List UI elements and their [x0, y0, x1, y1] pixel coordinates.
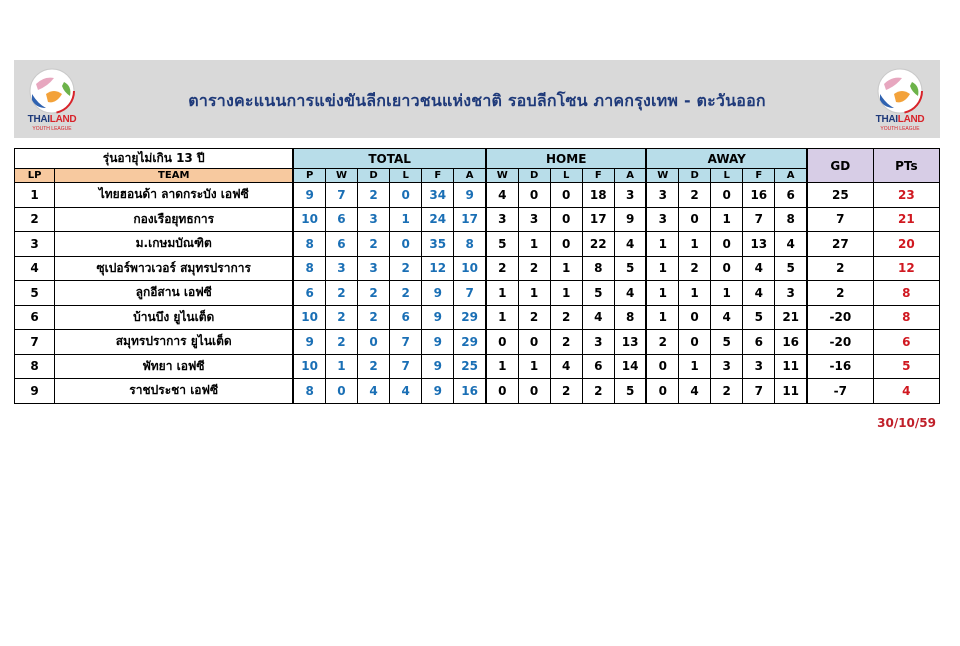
cell-aw: 1: [646, 305, 678, 330]
table-row: [15, 305, 940, 330]
table-row: [15, 232, 940, 257]
cell-aw: 1: [646, 281, 678, 306]
cell-team: ม.เกษมบัณฑิต: [55, 232, 294, 257]
cell-al: 2: [711, 379, 743, 404]
cell-af: 16: [743, 183, 775, 208]
cell-hw: 0: [486, 379, 518, 404]
cell-aw: 3: [646, 183, 678, 208]
cell-pts: 4: [873, 379, 939, 404]
cell-ad: 4: [679, 379, 711, 404]
cell-p: 9: [293, 183, 325, 208]
cell-hd: 1: [518, 232, 550, 257]
cell-p: 8: [293, 379, 325, 404]
col-header-home-l: L: [550, 169, 582, 183]
col-header-w: W: [325, 169, 357, 183]
cell-d: 3: [358, 207, 390, 232]
cell-hd: 2: [518, 256, 550, 281]
cell-p: 6: [293, 281, 325, 306]
cell-l: 7: [390, 354, 422, 379]
cell-team: ลูกอีสาน เอฟซี: [55, 281, 294, 306]
cell-f: 9: [422, 354, 454, 379]
cell-aa: 6: [775, 183, 807, 208]
cell-aw: 3: [646, 207, 678, 232]
cell-p: 8: [293, 232, 325, 257]
league-logo-right: [864, 64, 936, 134]
cell-a: 10: [454, 256, 486, 281]
col-header-home-a: A: [614, 169, 646, 183]
cell-a: 8: [454, 232, 486, 257]
cell-team: บ้านบึง ยูไนเต็ด: [55, 305, 294, 330]
cell-a: 25: [454, 354, 486, 379]
cell-hw: 1: [486, 354, 518, 379]
cell-af: 7: [743, 379, 775, 404]
cell-aa: 21: [775, 305, 807, 330]
cell-hf: 2: [582, 379, 614, 404]
total-group-header: TOTAL: [293, 149, 486, 169]
table-row: [15, 207, 940, 232]
cell-gd: 7: [807, 207, 873, 232]
cell-l: 2: [390, 281, 422, 306]
cell-f: 35: [422, 232, 454, 257]
cell-ha: 5: [614, 256, 646, 281]
cell-hw: 1: [486, 305, 518, 330]
cell-hf: 22: [582, 232, 614, 257]
cell-hd: 1: [518, 354, 550, 379]
cell-lp: 6: [15, 305, 55, 330]
cell-lp: 9: [15, 379, 55, 404]
cell-hl: 0: [550, 207, 582, 232]
cell-aa: 11: [775, 354, 807, 379]
cell-al: 0: [711, 232, 743, 257]
cell-l: 7: [390, 330, 422, 355]
cell-team: สมุทรปราการ ยูไนเต็ด: [55, 330, 294, 355]
cell-ha: 9: [614, 207, 646, 232]
cell-aa: 5: [775, 256, 807, 281]
col-header-home-d: D: [518, 169, 550, 183]
cell-af: 13: [743, 232, 775, 257]
cell-a: 7: [454, 281, 486, 306]
cell-a: 29: [454, 305, 486, 330]
cell-a: 17: [454, 207, 486, 232]
cell-hl: 2: [550, 330, 582, 355]
col-header-home-f: F: [582, 169, 614, 183]
cell-hw: 3: [486, 207, 518, 232]
cell-af: 4: [743, 256, 775, 281]
col-header-away-l: L: [711, 169, 743, 183]
table-row: [15, 183, 940, 208]
cell-team: ราชประชา เอฟซี: [55, 379, 294, 404]
cell-f: 9: [422, 379, 454, 404]
col-header-f: F: [422, 169, 454, 183]
cell-gd: 25: [807, 183, 873, 208]
header-banner: [14, 60, 940, 138]
cell-p: 10: [293, 305, 325, 330]
cell-f: 9: [422, 281, 454, 306]
cell-lp: 3: [15, 232, 55, 257]
cell-gd: 2: [807, 281, 873, 306]
cell-d: 2: [358, 183, 390, 208]
cell-pts: 6: [873, 330, 939, 355]
col-header-home-w: W: [486, 169, 518, 183]
cell-w: 6: [325, 232, 357, 257]
cell-al: 0: [711, 256, 743, 281]
cell-ad: 0: [679, 305, 711, 330]
col-header-away-w: W: [646, 169, 678, 183]
cell-d: 3: [358, 256, 390, 281]
cell-ha: 14: [614, 354, 646, 379]
cell-ad: 1: [679, 281, 711, 306]
cell-w: 2: [325, 281, 357, 306]
cell-hw: 4: [486, 183, 518, 208]
cell-af: 6: [743, 330, 775, 355]
cell-d: 2: [358, 232, 390, 257]
cell-al: 4: [711, 305, 743, 330]
col-header-a: A: [454, 169, 486, 183]
col-header-lp: LP: [15, 169, 55, 183]
cell-al: 5: [711, 330, 743, 355]
cell-hl: 0: [550, 183, 582, 208]
cell-l: 0: [390, 232, 422, 257]
cell-ad: 0: [679, 207, 711, 232]
logo-brand-text: THAILAND: [27, 114, 77, 125]
col-header-away-d: D: [679, 169, 711, 183]
cell-ha: 13: [614, 330, 646, 355]
cell-hd: 1: [518, 281, 550, 306]
cell-hd: 0: [518, 379, 550, 404]
cell-ad: 1: [679, 232, 711, 257]
cell-p: 8: [293, 256, 325, 281]
table-row: [15, 281, 940, 306]
cell-w: 0: [325, 379, 357, 404]
cell-aa: 8: [775, 207, 807, 232]
cell-al: 1: [711, 281, 743, 306]
cell-w: 6: [325, 207, 357, 232]
age-group-label: รุ่นอายุไม่เกิน 13 ปี: [15, 149, 294, 169]
pts-header: PTs: [873, 149, 939, 183]
cell-ad: 2: [679, 256, 711, 281]
cell-l: 0: [390, 183, 422, 208]
cell-a: 9: [454, 183, 486, 208]
cell-aw: 1: [646, 232, 678, 257]
cell-hl: 2: [550, 305, 582, 330]
standings-table: [14, 148, 940, 404]
col-header-away-f: F: [743, 169, 775, 183]
cell-ha: 3: [614, 183, 646, 208]
cell-lp: 1: [15, 183, 55, 208]
cell-aa: 3: [775, 281, 807, 306]
cell-hf: 8: [582, 256, 614, 281]
home-group-header: HOME: [486, 149, 647, 169]
cell-d: 4: [358, 379, 390, 404]
cell-pts: 23: [873, 183, 939, 208]
col-header-team: TEAM: [55, 169, 294, 183]
cell-team: ซุเปอร์พาวเวอร์ สมุทรปราการ: [55, 256, 294, 281]
cell-w: 7: [325, 183, 357, 208]
cell-al: 0: [711, 183, 743, 208]
cell-ad: 1: [679, 354, 711, 379]
cell-lp: 4: [15, 256, 55, 281]
cell-f: 34: [422, 183, 454, 208]
cell-al: 3: [711, 354, 743, 379]
cell-af: 4: [743, 281, 775, 306]
cell-f: 9: [422, 305, 454, 330]
cell-l: 1: [390, 207, 422, 232]
cell-ad: 2: [679, 183, 711, 208]
col-header-d: D: [358, 169, 390, 183]
gd-header: GD: [807, 149, 873, 183]
cell-lp: 7: [15, 330, 55, 355]
cell-hw: 0: [486, 330, 518, 355]
cell-hf: 17: [582, 207, 614, 232]
away-group-header: AWAY: [646, 149, 807, 169]
cell-af: 7: [743, 207, 775, 232]
col-header-l: L: [390, 169, 422, 183]
cell-gd: -20: [807, 330, 873, 355]
cell-a: 16: [454, 379, 486, 404]
cell-w: 2: [325, 305, 357, 330]
table-row: [15, 330, 940, 355]
cell-gd: 27: [807, 232, 873, 257]
cell-hd: 0: [518, 330, 550, 355]
table-row: [15, 354, 940, 379]
cell-ha: 4: [614, 281, 646, 306]
cell-hf: 18: [582, 183, 614, 208]
cell-aw: 2: [646, 330, 678, 355]
cell-gd: -16: [807, 354, 873, 379]
cell-l: 6: [390, 305, 422, 330]
football-icon: [864, 64, 936, 116]
cell-aa: 11: [775, 379, 807, 404]
cell-f: 24: [422, 207, 454, 232]
cell-ha: 4: [614, 232, 646, 257]
cell-w: 2: [325, 330, 357, 355]
cell-team: ไทยฮอนด้า ลาดกระบัง เอฟซี: [55, 183, 294, 208]
cell-gd: -7: [807, 379, 873, 404]
cell-hl: 2: [550, 379, 582, 404]
cell-l: 2: [390, 256, 422, 281]
table-row: [15, 379, 940, 404]
cell-hf: 4: [582, 305, 614, 330]
cell-aw: 0: [646, 354, 678, 379]
cell-aw: 0: [646, 379, 678, 404]
col-header-away-a: A: [775, 169, 807, 183]
cell-p: 10: [293, 207, 325, 232]
logo-brand-text: THAILAND: [875, 114, 925, 125]
cell-l: 4: [390, 379, 422, 404]
page-title: ตารางคะแนนการแข่งขันลีกเยาวชนแห่งชาติ รอบลีกโซน ภาคกรุงเทพ - ตะวันออก: [188, 91, 766, 110]
logo-subtitle: YOUTH LEAGUE: [32, 126, 72, 132]
logo-subtitle: YOUTH LEAGUE: [880, 126, 920, 132]
cell-a: 29: [454, 330, 486, 355]
cell-pts: 12: [873, 256, 939, 281]
cell-af: 3: [743, 354, 775, 379]
cell-ha: 8: [614, 305, 646, 330]
cell-d: 2: [358, 354, 390, 379]
cell-hw: 2: [486, 256, 518, 281]
cell-d: 2: [358, 305, 390, 330]
cell-w: 3: [325, 256, 357, 281]
cell-d: 2: [358, 281, 390, 306]
cell-hl: 0: [550, 232, 582, 257]
cell-pts: 8: [873, 305, 939, 330]
cell-hl: 1: [550, 256, 582, 281]
cell-pts: 5: [873, 354, 939, 379]
cell-p: 9: [293, 330, 325, 355]
cell-ad: 0: [679, 330, 711, 355]
table-row: [15, 256, 940, 281]
cell-hf: 3: [582, 330, 614, 355]
cell-hf: 6: [582, 354, 614, 379]
cell-hw: 1: [486, 281, 518, 306]
updated-date: 30/10/59: [877, 416, 936, 430]
cell-f: 9: [422, 330, 454, 355]
cell-team: พัทยา เอฟซี: [55, 354, 294, 379]
cell-p: 10: [293, 354, 325, 379]
cell-hd: 3: [518, 207, 550, 232]
cell-w: 1: [325, 354, 357, 379]
cell-gd: -20: [807, 305, 873, 330]
cell-pts: 20: [873, 232, 939, 257]
cell-pts: 21: [873, 207, 939, 232]
cell-hl: 1: [550, 281, 582, 306]
cell-hf: 5: [582, 281, 614, 306]
cell-af: 5: [743, 305, 775, 330]
cell-f: 12: [422, 256, 454, 281]
cell-lp: 2: [15, 207, 55, 232]
cell-aw: 1: [646, 256, 678, 281]
col-header-p: P: [293, 169, 325, 183]
cell-d: 0: [358, 330, 390, 355]
cell-aa: 4: [775, 232, 807, 257]
cell-hd: 2: [518, 305, 550, 330]
cell-al: 1: [711, 207, 743, 232]
cell-ha: 5: [614, 379, 646, 404]
cell-hl: 4: [550, 354, 582, 379]
cell-gd: 2: [807, 256, 873, 281]
cell-lp: 8: [15, 354, 55, 379]
cell-team: กองเรือยุทธการ: [55, 207, 294, 232]
cell-pts: 8: [873, 281, 939, 306]
cell-hd: 0: [518, 183, 550, 208]
cell-aa: 16: [775, 330, 807, 355]
cell-hw: 5: [486, 232, 518, 257]
cell-lp: 5: [15, 281, 55, 306]
